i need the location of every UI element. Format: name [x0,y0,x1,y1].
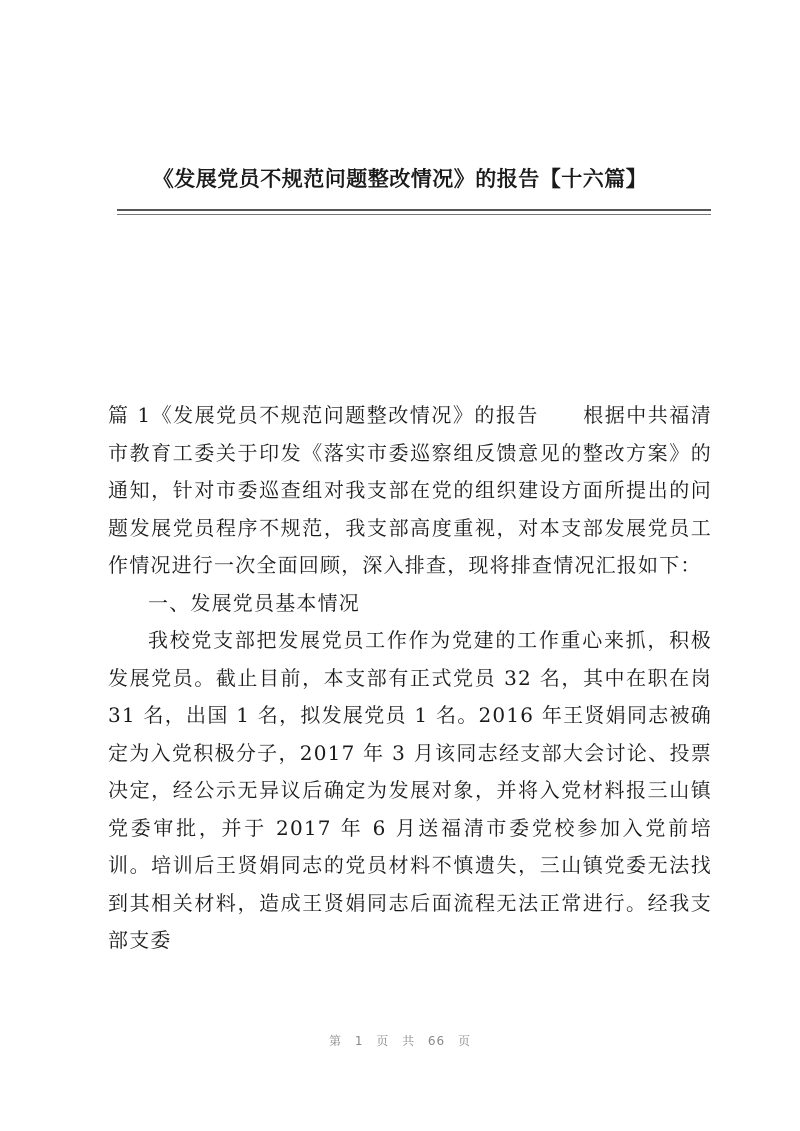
intro-text: 根据中共福清市教育工委关于印发《落实市委巡察组反馈意见的整改方案》的通知，针对市委巡查组对我支部在党的组织建设方面所提出的问题发展党员程序不规范，我支部高度重视，对本支部发展党员工作情况进行一次全面回顾，深入排查，现将排查情况汇报如下： [108,403,712,577]
section-heading: 一、发展党员基本情况 [148,590,360,615]
page-number-footer: 第 1 页 共 66 页 [329,1034,471,1048]
intro-paragraph [108,397,712,585]
title-rule-thin [117,214,711,215]
body-paragraph: 我校党支部把发展党员工作作为党建的工作重心来抓，积极发展党员。截止目前，本支部有正式党员 32 名，其中在职在岗 31 名，出国 1 名，拟发展党员 1 名。2016 年王贤娟同志被确定为入党积极分子，2017 年 3 月该同志经支部大会讨论、投票决定，经公示无异议后确定为发展对象，并将入党材料报三山镇党委审批，并于 2017 年 6 月送福清市委党校参加入党前培训。培训后王贤娟同志的党员材料不慎遗失，三山镇党委无法找到其相关材料，造成王贤娟同志后面流程无法正常进行。经我支部支委 [108,628,712,952]
article-heading: 篇 1《发展党员不规范问题整改情况》的报告 [108,403,539,427]
document-body [108,397,712,960]
document-title: 《发展党员不规范问题整改情况》的报告【十六篇】 [152,166,648,191]
title-rule-thick [117,209,711,211]
